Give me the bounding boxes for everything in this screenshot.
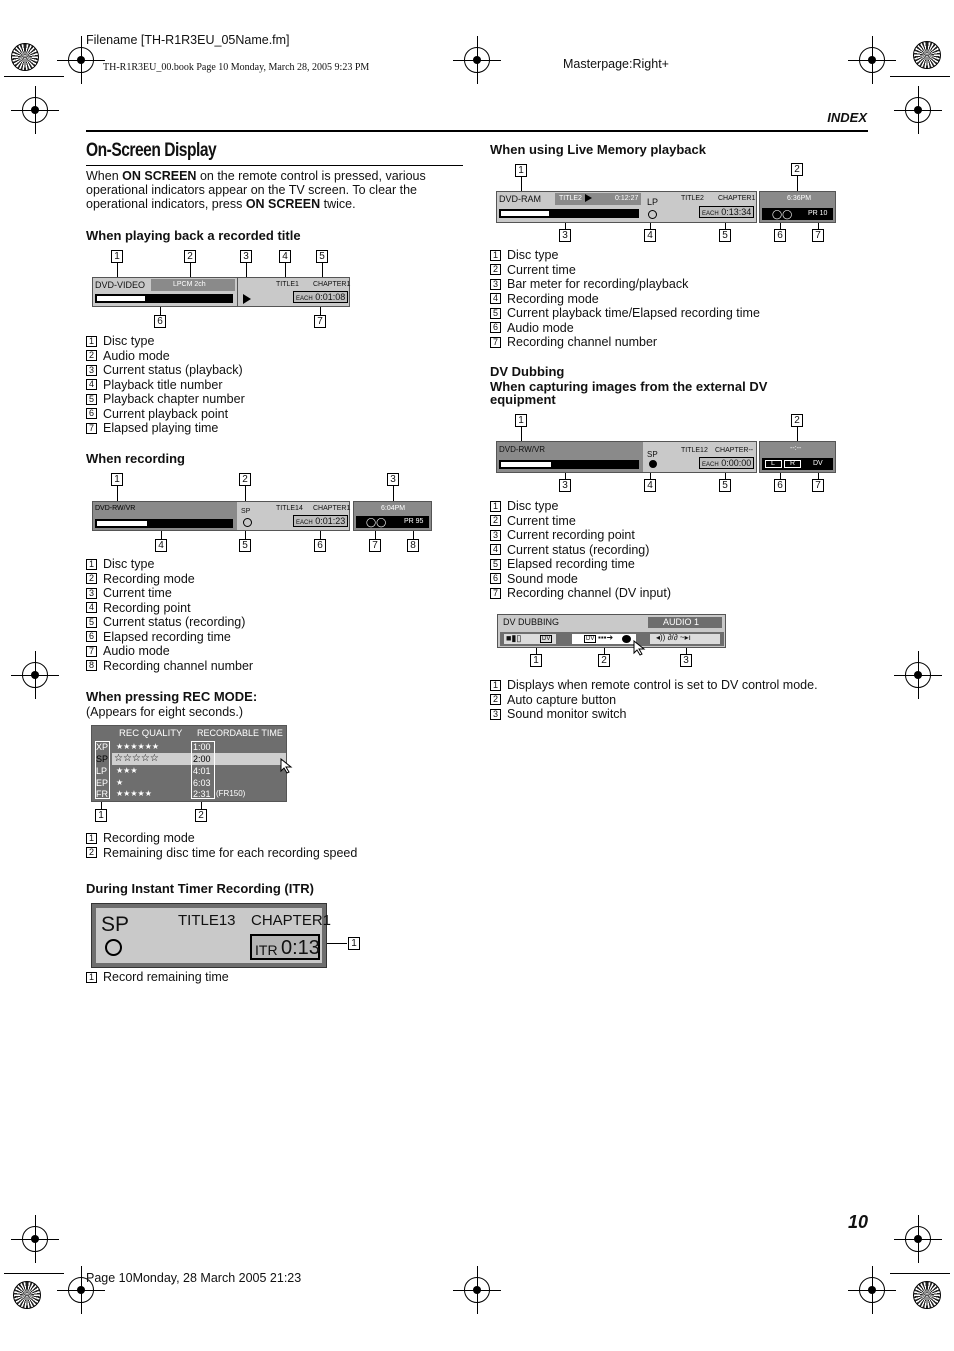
osd-chapter-number: CHAPTER1 bbox=[313, 281, 351, 288]
callout-6: 6 bbox=[154, 315, 166, 328]
section-tag: INDEX bbox=[827, 110, 867, 125]
audio-mode-label: AUDIO 1 bbox=[663, 617, 700, 627]
heading-recording: When recording bbox=[86, 451, 185, 466]
recmode-row: ★ bbox=[116, 778, 124, 787]
callout-1: 1 bbox=[95, 809, 107, 822]
osd-live-clock bbox=[759, 191, 836, 223]
registration-star-mark bbox=[13, 1281, 41, 1309]
osd-time-a: 0:12:27 bbox=[615, 195, 639, 202]
crop-line bbox=[890, 76, 950, 77]
osd-live-bar bbox=[499, 209, 639, 218]
recmode-row: ☆☆☆☆☆ bbox=[114, 753, 159, 764]
osd-chapter-number: CHAPTER-- bbox=[715, 447, 754, 454]
play-icon bbox=[243, 294, 251, 304]
heading-playback: When playing back a recorded title bbox=[86, 228, 301, 243]
header-rule bbox=[86, 130, 868, 132]
callout-5: 5 bbox=[719, 229, 731, 242]
callout-3: 3 bbox=[387, 473, 399, 486]
callout-3: 3 bbox=[680, 654, 692, 667]
crosshair-mark bbox=[905, 1226, 931, 1252]
footer-page-line: Page 10Monday, 28 March 2005 21:23 bbox=[86, 1271, 302, 1285]
callout-4: 4 bbox=[155, 539, 167, 552]
osd-dv-diagram bbox=[490, 412, 850, 496]
callout-7: 7 bbox=[369, 539, 381, 552]
callout-2: 2 bbox=[239, 473, 251, 486]
callout-2: 2 bbox=[791, 414, 803, 427]
osd-itr bbox=[91, 903, 332, 968]
crosshair-mark bbox=[859, 1277, 885, 1303]
osd-current-time: 6:04PM bbox=[381, 505, 406, 512]
osd-recording-diagram bbox=[86, 472, 446, 556]
callout-3: 3 bbox=[559, 479, 571, 492]
callout-1: 1 bbox=[515, 164, 527, 177]
recmode-row: SP bbox=[96, 754, 109, 764]
osd-dv bbox=[496, 441, 757, 473]
crop-line bbox=[4, 1273, 64, 1274]
osd-dv-clock bbox=[759, 441, 836, 473]
recmode-row: EP bbox=[96, 778, 109, 788]
itr-label: ITR bbox=[255, 942, 278, 958]
osd-title-number: TITLE1 bbox=[276, 281, 299, 288]
callout-8: 8 bbox=[407, 539, 419, 552]
subheading-dv: When capturing images from the external DV equipment bbox=[490, 379, 768, 407]
osd-dv-bar bbox=[499, 460, 639, 469]
dv-dubbing-label: DV DUBBING bbox=[503, 617, 560, 627]
sound-r-indicator: R bbox=[790, 460, 796, 467]
disc-icon bbox=[622, 635, 631, 643]
capture-arrow-icon: ▪▪▪➜ bbox=[598, 633, 614, 642]
osd-disc-type: DVD-VIDEO bbox=[95, 280, 146, 290]
osd-channel: PR 95 bbox=[404, 518, 424, 525]
recmode-row: ★★★ bbox=[116, 766, 138, 775]
osd-dv-input: DV bbox=[813, 460, 823, 467]
header-book-line: TH-R1R3EU_00.book Page 10 Monday, March 28, 2005 9:23 PM bbox=[103, 62, 370, 73]
osd-elapsed-time: EACH 0:00:00 bbox=[699, 457, 754, 469]
heading-live: When using Live Memory playback bbox=[490, 142, 706, 157]
cursor-icon bbox=[633, 640, 647, 656]
osd-elapsed-time: EACH 0:01:08 bbox=[293, 291, 348, 303]
recmode-row: XP bbox=[96, 742, 109, 752]
col-rec-quality: REC QUALITY bbox=[119, 728, 183, 739]
recmode-row: 2:31 bbox=[193, 789, 211, 799]
osd-rec-mode: LP bbox=[647, 197, 659, 207]
callout-1: 1 bbox=[111, 250, 123, 263]
callout-1: 1 bbox=[348, 937, 360, 950]
osd-dv-dubbing bbox=[497, 614, 726, 648]
registration-star-mark bbox=[11, 43, 39, 71]
recmode-row: 6:03 bbox=[193, 778, 211, 788]
recmode-row: ★★★★★★ bbox=[116, 742, 160, 751]
itr-title: TITLE13 bbox=[178, 912, 236, 929]
crop-line bbox=[4, 76, 64, 77]
stereo-icon: ◯◯ bbox=[366, 517, 387, 527]
live-legend: 1 Disc type 2 Current time 3 Bar meter for recording/playback 4 Recording mode 5 Current playback time/Elapsed recording time 6 Audio mode 7 Recording channel number bbox=[490, 248, 760, 350]
osd-channel: PR 10 bbox=[808, 210, 828, 217]
heading-itr: During Instant Timer Recording (ITR) bbox=[86, 881, 314, 896]
sound-monitor-switch[interactable] bbox=[650, 634, 720, 644]
callout-1: 1 bbox=[530, 654, 542, 667]
osd-rec-mode: SP bbox=[647, 450, 658, 459]
osd-disc-type: DVD-RW/VR bbox=[499, 445, 546, 454]
rec-status-icon bbox=[105, 939, 122, 956]
recmode-row: 1:00 bbox=[193, 742, 211, 752]
osd-recording bbox=[92, 501, 350, 531]
dv-badge: DV bbox=[542, 636, 551, 642]
osd-playback-time: EACH 0:13:34 bbox=[699, 206, 754, 218]
callout-4: 4 bbox=[279, 250, 291, 263]
osd-current-time: 6:36PM bbox=[787, 195, 812, 202]
callout-5: 5 bbox=[719, 479, 731, 492]
osd-title-a: TITLE2 bbox=[559, 195, 582, 202]
osd-title-number: TITLE14 bbox=[276, 505, 303, 512]
recmode-row: 4:01 bbox=[193, 766, 211, 776]
stereo-icon: ◯◯ bbox=[772, 209, 793, 219]
osd-chapter: CHAPTER1 bbox=[718, 195, 756, 202]
callout-7: 7 bbox=[812, 479, 824, 492]
rec-status-icon bbox=[649, 460, 657, 468]
osd-chapter-number: CHAPTER1 bbox=[313, 505, 351, 512]
osd-recording-bar bbox=[95, 519, 233, 528]
crosshair-mark bbox=[859, 47, 885, 73]
callout-3: 3 bbox=[559, 229, 571, 242]
recmode-row: 2:00 bbox=[193, 754, 211, 764]
osd-rec-mode: SP bbox=[241, 508, 251, 515]
intro-paragraph: When ON SCREEN on the remote control is pressed, various operational indicators appear on the TV screen. To clear the operational indicators, press ON SCREEN twice. bbox=[86, 169, 426, 211]
itr-time: 0:13 bbox=[281, 937, 320, 959]
osd-live bbox=[496, 191, 757, 223]
crosshair-mark bbox=[905, 97, 931, 123]
callout-6: 6 bbox=[774, 229, 786, 242]
recmode-note: (Appears for eight seconds.) bbox=[86, 705, 244, 719]
callout-6: 6 bbox=[774, 479, 786, 492]
page-number: 10 bbox=[847, 1212, 868, 1232]
osd-playback-bar bbox=[95, 294, 233, 303]
heading-recmode: When pressing REC MODE: bbox=[86, 689, 258, 704]
recmode-row: FR bbox=[96, 789, 108, 799]
dvdub-legend: 1 Displays when remote control is set to DV control mode. 2 Auto capture button 3 Sound monitor switch bbox=[490, 678, 818, 722]
callout-3: 3 bbox=[240, 250, 252, 263]
callout-2: 2 bbox=[791, 163, 803, 176]
itr-chapter: CHAPTER1 bbox=[251, 912, 332, 929]
col-recordable-time: RECORDABLE TIME bbox=[197, 728, 283, 738]
crosshair-mark bbox=[464, 1277, 490, 1303]
speaker-icon: ■▮▯ bbox=[506, 633, 522, 643]
osd-recording-clock bbox=[353, 501, 432, 531]
recording-legend: 1 Disc type 2 Recording mode 3 Current time 4 Recording point 5 Current status (recording) 6 Elapsed recording time 7 Audio mode 8 Recording channel number bbox=[86, 557, 253, 673]
dv-badge: DV bbox=[586, 636, 595, 642]
registration-star-mark bbox=[913, 1281, 941, 1309]
play-icon bbox=[585, 194, 592, 202]
callout-5: 5 bbox=[239, 539, 251, 552]
playback-legend: 1 Disc type 2 Audio mode 3 Current status (playback) 4 Playback title number 5 Playback chapter number 6 Current playback point 7 Elapsed playing time bbox=[86, 334, 245, 436]
osd-live-diagram bbox=[490, 162, 850, 246]
osd-current-time: --:-- bbox=[790, 445, 802, 452]
osd-title-number: TITLE12 bbox=[681, 447, 708, 454]
callout-2: 2 bbox=[598, 654, 610, 667]
crosshair-mark bbox=[68, 47, 94, 73]
callout-4: 4 bbox=[644, 229, 656, 242]
osd-playback-diagram bbox=[86, 248, 366, 332]
crosshair-mark bbox=[22, 97, 48, 123]
auto-capture-button[interactable] bbox=[572, 634, 636, 644]
recmode-legend: 1 Recording mode 2 Remaining disc time for each recording speed bbox=[86, 831, 357, 860]
callout-1: 1 bbox=[515, 414, 527, 427]
callout-4: 4 bbox=[644, 479, 656, 492]
itr-legend: 1 Record remaining time bbox=[86, 970, 229, 985]
callout-1: 1 bbox=[111, 473, 123, 486]
callout-5: 5 bbox=[316, 250, 328, 263]
header-filename: Filename [TH-R1R3EU_05Name.fm] bbox=[86, 33, 290, 47]
itr-mode: SP bbox=[101, 913, 130, 936]
callout-2: 2 bbox=[195, 809, 207, 822]
osd-recmode bbox=[91, 725, 287, 802]
osd-disc-type: DVD-RW/VR bbox=[95, 505, 136, 512]
callout-6: 6 bbox=[314, 539, 326, 552]
callout-2: 2 bbox=[184, 250, 196, 263]
registration-star-mark bbox=[913, 41, 941, 69]
rec-status-icon bbox=[648, 210, 657, 219]
dv-legend: 1 Disc type 2 Current time 3 Current recording point 4 Current status (recording) 5 Elapsed recording time 6 Sound mode 7 Recording channel (DV input) bbox=[490, 499, 671, 601]
crop-line bbox=[890, 1273, 950, 1274]
crosshair-mark bbox=[905, 662, 931, 688]
callout-7: 7 bbox=[314, 315, 326, 328]
title-rule bbox=[86, 165, 463, 166]
dv-control-mode-indicator bbox=[504, 634, 556, 644]
sound-monitor-icon: ◂)) ∂/∂ ~▸ı bbox=[656, 633, 691, 642]
crosshair-mark bbox=[464, 47, 490, 73]
crosshair-mark bbox=[22, 1226, 48, 1252]
osd-disc-type: DVD-RAM bbox=[499, 194, 541, 204]
osd-audio-mode: LPCM 2ch bbox=[173, 281, 206, 288]
header-masterpage: Masterpage:Right+ bbox=[563, 57, 669, 71]
itr-remaining-box bbox=[250, 934, 320, 960]
recmode-row: LP bbox=[96, 766, 108, 776]
rec-status-icon bbox=[243, 518, 252, 527]
osd-title-b: TITLE2 bbox=[681, 195, 704, 202]
heading-dv: DV Dubbing bbox=[490, 364, 565, 379]
callout-7: 7 bbox=[812, 229, 824, 242]
sound-l-indicator: L bbox=[771, 460, 775, 467]
page-title: On-Screen Display bbox=[86, 140, 217, 161]
recmode-extra: (FR150) bbox=[216, 789, 246, 798]
recmode-row: ★★★★★ bbox=[116, 789, 152, 798]
crosshair-mark bbox=[22, 662, 48, 688]
osd-playback bbox=[92, 277, 350, 307]
cursor-icon bbox=[280, 758, 294, 774]
osd-elapsed-time: EACH 0:01:23 bbox=[293, 515, 348, 527]
